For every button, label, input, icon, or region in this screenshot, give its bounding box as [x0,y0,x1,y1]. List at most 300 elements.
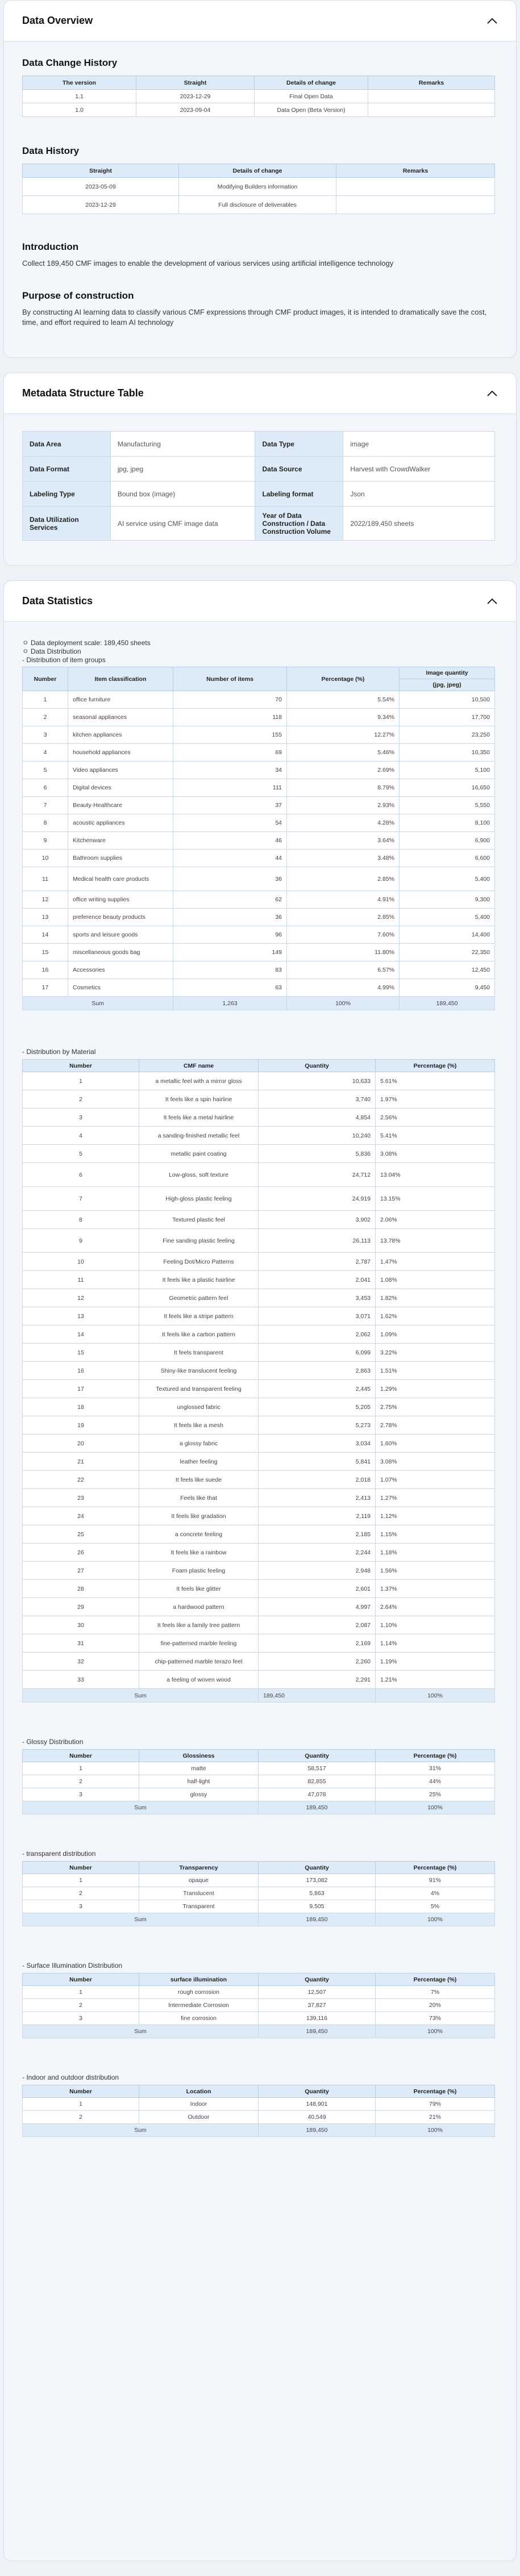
table-cell: 5,273 [259,1416,376,1435]
table-cell: 2,087 [259,1616,376,1634]
table-cell: 3 [23,1109,139,1127]
table-cell: 16 [23,1362,139,1380]
purpose-text: By constructing AI learning data to classify various CMF expressions through CMF product images, it is intended to dramatically save the cost, time, and effort required to learn AI technology [22,308,487,327]
table-cell: 82,855 [259,1775,376,1788]
table-cell: 2,185 [259,1525,376,1544]
metadata-header[interactable] [4,373,516,414]
table-cell: 11 [23,1271,139,1289]
table-cell: 2,018 [259,1471,376,1489]
table-cell: 2.85% [287,867,400,891]
table-row [23,1325,495,1344]
sum-cell: Sum [23,997,173,1010]
table-cell: 5,836 [259,1145,376,1163]
table-header: Transparency [139,1862,259,1874]
table-cell: 155 [173,726,287,744]
table-cell: 3.48% [287,850,400,867]
table-cell: 26,113 [259,1229,376,1253]
table-cell: metallic paint coating [139,1145,259,1163]
table-row [23,90,495,103]
table-cell: 1.18% [376,1544,495,1562]
table-cell: 2.93% [287,797,400,814]
table-cell: 149 [173,944,287,961]
table-cell: 1.12% [376,1507,495,1525]
table-cell: 7 [23,1187,139,1211]
table-cell: 1.14% [376,1634,495,1653]
table-row [23,1211,495,1229]
table-cell: 63 [173,979,287,997]
table-cell: 1 [23,691,68,709]
table-cell: 15 [23,944,68,961]
metadata-label: Data Utilization Services [23,507,111,541]
table-row [23,1307,495,1325]
table-cell: 1 [23,1986,139,1999]
table-cell: 5,100 [400,762,495,779]
table-header: Percentage (%) [376,1750,495,1762]
table-row [23,1874,495,1887]
table-cell: matte [139,1762,259,1775]
table-cell: 1.51% [376,1362,495,1380]
item-groups-table [22,667,495,1010]
table-cell: fine-patterned marble feeling [139,1634,259,1653]
table-cell: 1.60% [376,1435,495,1453]
table-cell: 4% [376,1887,495,1900]
table-row [23,1775,495,1788]
table-cell: It feels like glitter [139,1580,259,1598]
table-row [23,709,495,726]
table-cell: 19 [23,1416,139,1435]
table-cell: 1.21% [376,1671,495,1689]
table-header: Percentage (%) [376,1862,495,1874]
table-cell: a concrete feeling [139,1525,259,1544]
table-cell: 3.08% [376,1145,495,1163]
table-cell: 14 [23,1325,139,1344]
metadata-table [22,431,495,541]
table-row [23,797,495,814]
table-cell: half-light [139,1775,259,1788]
table-header: Number [23,667,68,691]
data-overview-card [3,0,517,358]
table-cell [336,196,495,214]
table-cell: Textured plastic feel [139,1211,259,1229]
table-cell: 9,300 [400,891,495,909]
table-row [23,1788,495,1801]
introduction-title: Introduction [22,241,79,252]
table-cell: 1.07% [376,1471,495,1489]
table-row [23,1090,495,1109]
table-cell: 22 [23,1471,139,1489]
table-cell: 5.46% [287,744,400,762]
table-cell: 1 [23,1762,139,1775]
table-row [23,867,495,891]
table-cell: 2,244 [259,1544,376,1562]
transparent-table [22,1861,495,1926]
table-cell: 17 [23,979,68,997]
table-cell: 7 [23,797,68,814]
table-header: Number [23,2085,139,2098]
table-cell: 2,787 [259,1253,376,1271]
table-cell: It feels like gradation [139,1507,259,1525]
table-cell: 2023-12-29 [23,196,179,214]
table-cell: Full disclosure of deliverables [179,196,336,214]
table-row [23,961,495,979]
table-row [23,1416,495,1435]
table-cell: Digital devices [68,779,173,797]
table-row [23,1489,495,1507]
table-row [23,1507,495,1525]
table-row [23,726,495,744]
table-cell: 1.37% [376,1580,495,1598]
table-header: Percentage (%) [376,2085,495,2098]
table-cell: 173,082 [259,1874,376,1887]
table-cell: 3,740 [259,1090,376,1109]
metadata-row [23,432,495,457]
metadata-row [23,507,495,541]
table-cell: 5,205 [259,1398,376,1416]
table-cell: It feels like a family tree pattern [139,1616,259,1634]
table-cell: 5% [376,1900,495,1913]
table-cell: opaque [139,1874,259,1887]
table-cell: Shiny-like translucent feeling [139,1362,259,1380]
table-cell: 1 [23,2098,139,2111]
table-header: CMF name [139,1060,259,1072]
table-row [23,1580,495,1598]
sum-row [23,1913,495,1926]
sum-cell: 189,450 [259,2025,376,2038]
table-cell: 10,500 [400,691,495,709]
table-header: Number [23,1862,139,1874]
table-cell: It feels like a spin hairline [139,1090,259,1109]
table-row [23,1253,495,1271]
table-cell: 5 [23,1145,139,1163]
sum-cell: Sum [23,1801,259,1814]
table-cell: 2023-09-04 [136,103,255,117]
glossy-distribution-title: - Glossy Distribution [22,1738,84,1746]
sum-cell: Sum [23,1913,259,1926]
table-cell: 2 [23,1090,139,1109]
table-cell: 13 [23,1307,139,1325]
table-cell: 28 [23,1580,139,1598]
table-cell: household appliances [68,744,173,762]
table-row [23,1999,495,2012]
table-row [23,1163,495,1187]
data-scale-line: ㅇ Data deployment scale: 189,450 sheets [22,639,151,647]
table-row [23,762,495,779]
table-cell: 1.82% [376,1289,495,1307]
table-cell: 6,600 [400,850,495,867]
table-row [23,1145,495,1163]
table-row [23,814,495,832]
table-cell: 8 [23,1211,139,1229]
table-cell: 25 [23,1525,139,1544]
table-row [23,1380,495,1398]
table-cell: 1.27% [376,1489,495,1507]
table-header: Quantity [259,1750,376,1762]
table-cell: 5.41% [376,1127,495,1145]
table-cell: 1.29% [376,1380,495,1398]
table-cell: glossy [139,1788,259,1801]
metadata-label: Data Format [23,457,111,482]
table-cell: 5 [23,762,68,779]
table-cell: 111 [173,779,287,797]
table-cell: 2 [23,1887,139,1900]
table-cell: 2.56% [376,1109,495,1127]
table-cell: 8,100 [400,814,495,832]
table-cell: 47,078 [259,1788,376,1801]
table-cell: 1 [23,1072,139,1090]
table-cell: 2.69% [287,762,400,779]
table-cell: 7.60% [287,926,400,944]
table-cell: It feels transparent [139,1344,259,1362]
table-cell: It feels like a plastic hairline [139,1271,259,1289]
table-cell: 2 [23,1999,139,2012]
table-cell: 83 [173,961,287,979]
table-cell: 13.04% [376,1163,495,1187]
table-cell: It feels like a carbon pattern [139,1325,259,1344]
table-cell: a glossy fabric [139,1435,259,1453]
sum-cell: 100% [376,1689,495,1703]
table-cell: kitchen appliances [68,726,173,744]
sum-cell: 189,450 [259,1913,376,1926]
table-cell: 23,250 [400,726,495,744]
metadata-value: Harvest with CrowdWalker [343,457,495,482]
table-row [23,1072,495,1090]
table-header: Details of change [179,164,336,178]
table-cell: 12,507 [259,1986,376,1999]
table-row [23,1616,495,1634]
table-cell: 21% [376,2111,495,2124]
table-cell: 2.78% [376,1416,495,1435]
table-cell: 33 [23,1671,139,1689]
table-cell: 5,400 [400,909,495,926]
table-cell: 44% [376,1775,495,1788]
table-cell: Feels like that [139,1489,259,1507]
data-statistics-title: Data Statistics [22,595,93,607]
sum-cell: Sum [23,1689,259,1703]
table-cell: office furniture [68,691,173,709]
change-history-title: Data Change History [22,57,118,68]
table-cell: 1 [23,1874,139,1887]
table-cell: 9 [23,1229,139,1253]
data-overview-header[interactable] [4,1,516,41]
table-header: Image quantity [400,667,495,679]
table-cell: a hardwood pattern [139,1598,259,1616]
table-row [23,850,495,867]
table-cell: 22,350 [400,944,495,961]
table-row [23,1562,495,1580]
table-cell: 139,116 [259,2012,376,2025]
table-row [23,1900,495,1913]
table-header: Number [23,1750,139,1762]
data-statistics-header[interactable] [4,581,516,622]
table-cell: 4 [23,1127,139,1145]
table-row [23,2111,495,2124]
table-row [23,1127,495,1145]
table-cell: 10,240 [259,1127,376,1145]
table-row [23,1653,495,1671]
table-row [23,103,495,117]
table-cell: seasonal appliances [68,709,173,726]
table-cell: 1.97% [376,1090,495,1109]
table-cell: Fine sanding plastic feeling [139,1229,259,1253]
table-cell: 2,169 [259,1634,376,1653]
metadata-card [3,373,517,566]
table-row [23,1634,495,1653]
table-cell: 32 [23,1653,139,1671]
table-cell: 46 [173,832,287,850]
metadata-value: 2022/189,450 sheets [343,507,495,541]
sum-row [23,997,495,1010]
table-cell: 25% [376,1788,495,1801]
table-header: Straight [136,76,255,90]
table-cell: 10,633 [259,1072,376,1090]
table-cell: 91% [376,1874,495,1887]
sum-cell: 100% [376,2124,495,2137]
sum-cell: 189,450 [259,1801,376,1814]
data-statistics-card [3,580,517,2561]
table-cell: 3.08% [376,1453,495,1471]
table-cell: Low-gloss, soft texture [139,1163,259,1187]
table-cell: 44 [173,850,287,867]
sum-row [23,2124,495,2137]
table-cell: a metallic feel with a mirror gloss [139,1072,259,1090]
metadata-label: Labeling format [255,482,343,507]
table-row [23,1229,495,1253]
table-cell: rough corrosion [139,1986,259,1999]
table-cell: 29 [23,1598,139,1616]
table-cell: 6,099 [259,1344,376,1362]
table-cell: 5,863 [259,1887,376,1900]
table-cell: a sanding-finished metallic feel [139,1127,259,1145]
table-cell: 12 [23,891,68,909]
table-cell: 17,700 [400,709,495,726]
table-row [23,2012,495,2025]
table-cell: 1.1 [23,90,136,103]
table-row [23,1762,495,1775]
table-cell: 2 [23,709,68,726]
table-row [23,1887,495,1900]
table-cell: 3,453 [259,1289,376,1307]
table-cell: 79% [376,2098,495,2111]
table-cell: 2,291 [259,1671,376,1689]
table-row [23,926,495,944]
table-cell: High-gloss plastic feeling [139,1187,259,1211]
table-row [23,1471,495,1489]
table-row [23,1598,495,1616]
table-header: Number [23,1973,139,1986]
chevron-up-icon[interactable] [486,390,498,398]
table-header: surface illumination [139,1973,259,1986]
material-distribution-title: - Distribution by Material [22,1048,96,1056]
table-cell: 3,034 [259,1435,376,1453]
table-cell: 3.22% [376,1344,495,1362]
table-cell: 1.47% [376,1253,495,1271]
items-distribution-title: - Distribution of item groups [22,656,106,664]
table-cell: 3 [23,2012,139,2025]
table-header: Percentage (%) [376,1060,495,1072]
table-row [23,944,495,961]
table-cell: sports and leisure goods [68,926,173,944]
table-cell: 5.61% [376,1072,495,1090]
table-cell: 16 [23,961,68,979]
table-cell: 11 [23,867,68,891]
table-cell: 6 [23,1163,139,1187]
table-row [23,1362,495,1380]
table-cell: unglossed fabric [139,1398,259,1416]
table-cell: It feels like a stripe pattern [139,1307,259,1325]
table-cell: 4,854 [259,1109,376,1127]
metadata-label: Data Type [255,432,343,457]
sum-cell: 189,450 [259,2124,376,2137]
table-cell: 17 [23,1380,139,1398]
table-row [23,1544,495,1562]
table-cell: Data Open (Beta Version) [255,103,368,117]
table-row [23,2098,495,2111]
table-cell: 1.10% [376,1616,495,1634]
table-cell: Translucent [139,1887,259,1900]
transparent-distribution-title: - transparent distribution [22,1850,96,1858]
glossy-table [22,1749,495,1814]
table-cell: 16,650 [400,779,495,797]
table-cell: 12 [23,1289,139,1307]
metadata-value: jpg, jpeg [110,457,255,482]
table-cell: Transparent [139,1900,259,1913]
table-header: Straight [23,164,179,178]
table-row [23,178,495,196]
table-cell: 34 [173,762,287,779]
table-cell: 5.54% [287,691,400,709]
table-cell: 2.75% [376,1398,495,1416]
table-row [23,779,495,797]
table-cell: 2,863 [259,1362,376,1380]
material-table [22,1059,495,1703]
surface-distribution-title: - Surface Illumination Distribution [22,1962,123,1969]
table-cell: 73% [376,2012,495,2025]
table-cell: 2023-05-09 [23,178,179,196]
table-cell: 2,445 [259,1380,376,1398]
table-cell: Video appliances [68,762,173,779]
table-cell: leather feeling [139,1453,259,1471]
table-cell: 30 [23,1616,139,1634]
table-cell: 4.91% [287,891,400,909]
table-cell: 8.79% [287,779,400,797]
table-cell: Modifying Builders information [179,178,336,196]
table-cell: 23 [23,1489,139,1507]
table-cell: 2 [23,1775,139,1788]
table-cell: acoustic appliances [68,814,173,832]
table-cell: Kitchenware [68,832,173,850]
data-history-table [22,164,495,214]
table-cell: 2.64% [376,1598,495,1616]
change-history-table [22,76,495,117]
table-cell: Bathroom supplies [68,850,173,867]
table-cell: 2023-12-29 [136,90,255,103]
table-cell: 40,549 [259,2111,376,2124]
table-cell: 20% [376,1999,495,2012]
chevron-up-icon[interactable] [486,597,498,605]
table-cell: fine corrosion [139,2012,259,2025]
sum-row [23,2025,495,2038]
table-cell: a feeling of woven wood [139,1671,259,1689]
metadata-label: Data Area [23,432,111,457]
table-header: Remarks [368,76,495,90]
table-cell: 6.57% [287,961,400,979]
indoor-distribution-title: - Indoor and outdoor distribution [22,2073,119,2081]
table-cell: 3,902 [259,1211,376,1229]
chevron-up-icon[interactable] [486,17,498,25]
metadata-label: Year of Data Construction / Data Construction Volume [255,507,343,541]
table-cell: 148,901 [259,2098,376,2111]
table-row [23,691,495,709]
